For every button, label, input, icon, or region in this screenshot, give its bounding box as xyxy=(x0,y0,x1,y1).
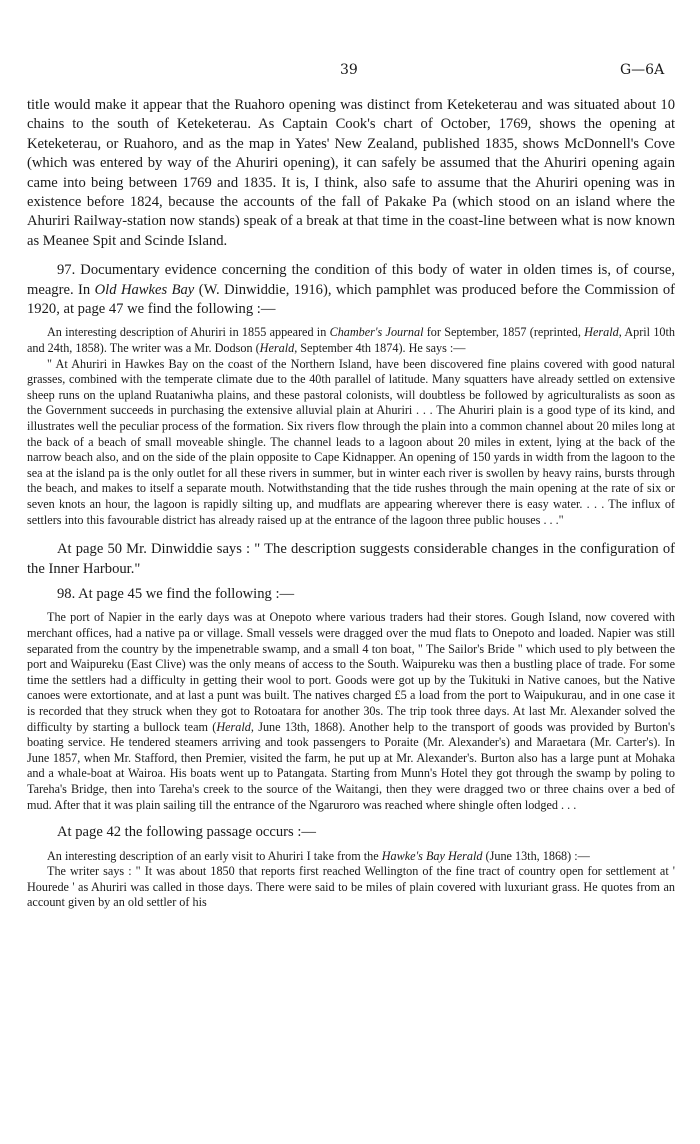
citation-herald-2: Herald xyxy=(259,341,295,356)
quote-intro-text-2: for September, 1857 (reprinted, xyxy=(423,325,585,340)
quote-ahuriri-description: " At Ahuriri in Hawkes Bay on the coast of the Northern Island, have been discovered fine plains covered with good natural grasses, combined with the temperate climate due to the 40th parallel of latitude. Many squatters have already settled on extensive sheep runs on the upland Ruataniwha plains, and these pastoral colonists, will doubtless be followed by agriculturalists as soon as the Government succeeds in purchasing the extensive alluvial plain at Ahuriri . . . The Ahuriri plain is a good type of its kind, and illustrates well the peculiar process of the formation. Six rivers flow through the plain into a common channel about 20 miles long at the back of a beach of small moveable shingle. The channel leads to a lagoon about 20 miles in extent, lying at the back of the narrow beach also, and on the side of the plain opposite to Cape Kidnapper. An opening of 150 yards in width from the lagoon to the sea at the island pa is the only outlet for all these rivers in summer, but in winter each river is swollen by heavy rains, bursts through the beach, and makes to itself a separate mouth. Notwithstanding that the tide rushes through the main opening at the rate of six or seven knots an hour, the lagoon is rapidly silting up, and mudflats are appearing wherever there is easy water. . . . The influx of settlers into this favourable district has already raised up at the entrance of the lagoon three public houses . . ." xyxy=(27,356,675,527)
page-header xyxy=(0,62,700,82)
paragraph-continuation: title would make it appear that the Ruahoro opening was distinct from Keteketerau and was situated about 10 chains to the south of Keteketerau. As Captain Cook's chart of October, 1769, shows the opening at Keteketerau, or Ruahoro, and as the map in Yates' New Zealand, published 1835, shows McDonnell's Cove (which was entered by way of the Ahuriri opening), it can safely be assumed that the Ahuriri opening again came into being between 1769 and 1835. It is, I think, also safe to assume that the Ahuriri opening was in existence before 1824, because the accounts of the fall of Pakake Pa (which stood on an island where the Ahuriri Railway-station now stands) speak of a break at that time in the coast-line between what is now known as Meanee Spit and Scinde Island. xyxy=(27,97,675,249)
citation-herald-1: Herald xyxy=(584,325,619,340)
early-visit-text-2: (June 13th, 1868) :— xyxy=(482,848,590,863)
paragraph-97 xyxy=(27,261,675,319)
paragraph-97-text-2: (W. Dinwiddie, 1916), which pamphlet was produced before the Commission of 1920, at page 47 we find the following :— xyxy=(27,281,675,318)
quote-intro-text-4: , September 4th 1874). He says :— xyxy=(294,341,466,356)
quote-intro-text-1: An interesting description of Ahuriri in 1855 appeared in xyxy=(47,325,330,340)
paragraph-dinwiddie-comment: At page 50 Mr. Dinwiddie says : " The description suggests considerable changes in the configuration of the Inner Harbour." xyxy=(27,541,675,577)
citation-chambers-journal: Chamber's Journal xyxy=(329,325,424,340)
quote-intro-dodson xyxy=(27,325,675,356)
early-visit-text-1: An interesting description of an early visit to Ahuriri I take from the xyxy=(47,848,382,863)
paragraph-97-text-1: 97. Documentary evidence concerning the condition of this body of water in olden times is, of course, meagre. In xyxy=(27,262,675,298)
page-body xyxy=(27,96,675,911)
quote-napier-text-1: The port of Napier in the early days was at Onepoto where various traders had their stores. Gough Island, now covered with merchant offices, had a native pa or village. Small vessels were dragged over the mud flats to Onepoto and loaded. Napier was still separated from the country by the impenetrable swamp, and a small 4 ton boat, " The Sailor's Bride " which used to ply between the port and Waipureku (East Clive) was the only means of access to the South. Waipureku was then a bustling place of trade. For some time the settlers had a difficulty in getting their wool to port. Goods were got up by the Tukituki in Native canoes, but the Native canoes were extortionate, and at last a punt was built. The natives charged £5 a load from the port to Waipukurau, and in one case it is recorded that they struck when they got to Rotoatara for another 30s. The trip took three days. At last Mr. Alexander solved the difficulty by starting a bullock team ( xyxy=(27,610,675,734)
citation-herald-3: Herald xyxy=(216,719,251,734)
quote-intro-early-visit xyxy=(27,849,675,865)
quote-writer-says: The writer says : " It was about 1850 that reports first reached Wellington of the fine tract of country open for settlement at ' Hourede ' as Ahuriri was called in those days. There were said to be miles of plain covered with luxuriant grass. He quotes from an account given by an old settler of his xyxy=(27,864,675,910)
paragraph-98: 98. At page 45 we find the following :— xyxy=(57,586,295,602)
citation-hawkes-bay-herald: Hawke's Bay Herald xyxy=(381,848,483,863)
quote-napier-text-2: , June 13th, 1868). Another help to the transport of goods was provided by Burton's boating service. He tendered steamers arriving and took passengers to Poraite (Mr. Alexander's) and Maraetara (Mr. Carter's). In June 1857, when Mr. Stafford, then Premier, visited the farm, he put up at Mr. Alexander's. Burton also has a large punt at Mohaka and a whale-boat at Wairoa. His boats went up to Patangata. Starting from Munn's Hotel they got through the swamp by poling to Tareha's Bridge, then into Tareha's creek to the source of the Waitangi, then they were dragged two or three chains over a bed of mud. After that it was plain sailing till the entrance of the Ngaruroro was reached where shingle often lodged . . . xyxy=(27,719,675,812)
quote-intro-text-3: , April 10th and 24th, 1858). The writer was a Mr. Dodson ( xyxy=(27,325,675,356)
paragraph-page-42: At page 42 the following passage occurs :— xyxy=(57,824,316,841)
document-reference: G—6A xyxy=(620,62,665,78)
page-number: 39 xyxy=(340,62,358,78)
citation-old-hawkes-bay: Old Hawkes Bay xyxy=(94,281,195,298)
quote-port-of-napier xyxy=(27,610,675,813)
